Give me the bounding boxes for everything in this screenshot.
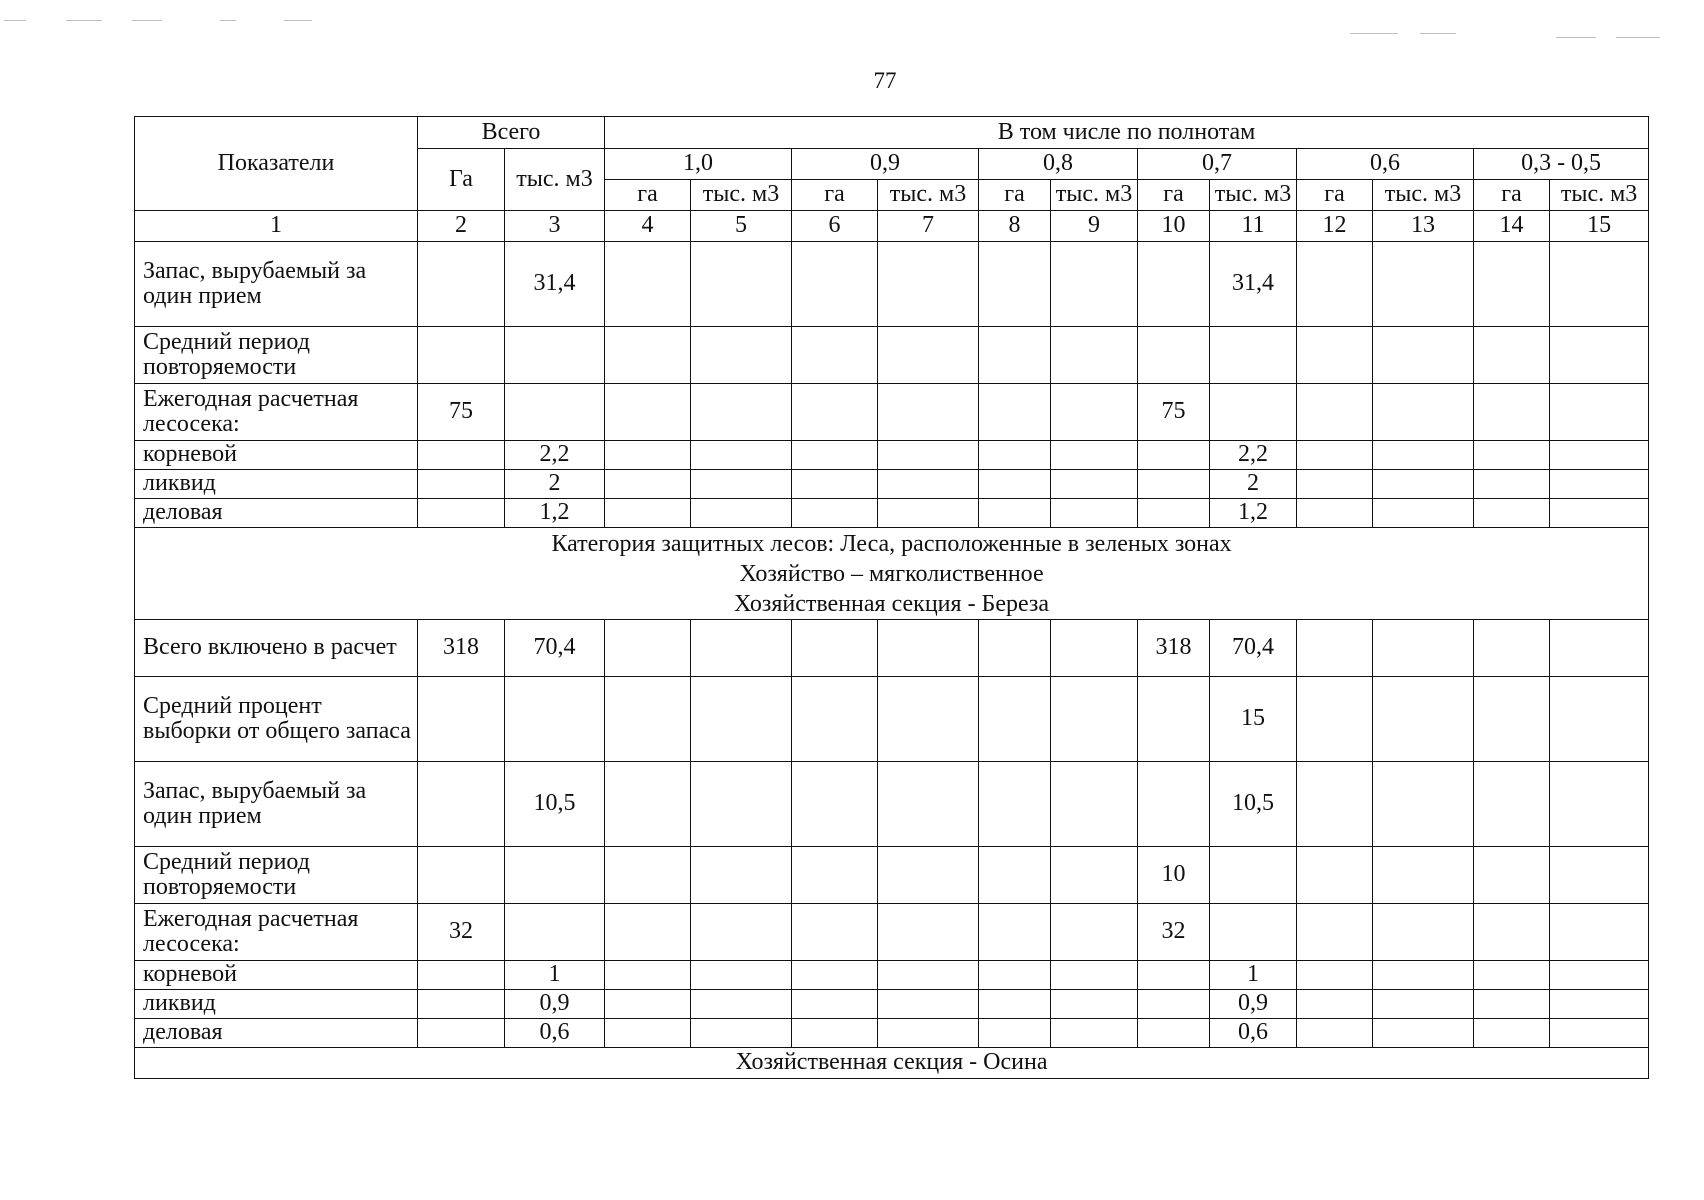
table-cell [1373,441,1474,470]
table-cell [418,499,505,528]
table-cell [1138,990,1210,1019]
table-cell [1051,904,1138,961]
table-cell [1297,441,1373,470]
table-cell [792,904,878,961]
section-heading-cell [135,528,1649,620]
table-cell [1550,677,1649,762]
table-cell [1138,1019,1210,1048]
table-cell [979,384,1051,441]
table-cell [1373,847,1474,904]
table-cell [979,990,1051,1019]
table-cell [1138,327,1210,384]
table-cell [1210,904,1297,961]
table-cell [1550,847,1649,904]
table-cell [505,904,605,961]
section-heading-birch: Хозяйственная секция - Береза [734,590,1050,617]
table-cell [1297,242,1373,327]
table-cell [1051,677,1138,762]
table-cell [1550,242,1649,327]
table-cell [1550,990,1649,1019]
table-cell [878,441,979,470]
table-cell [418,470,505,499]
table-cell [691,762,792,847]
table-row [135,762,1649,847]
forest-data-table [134,116,1649,1079]
unit-volume-header: тыс. м3 [1051,180,1138,211]
category-heading: Категория защитных лесов: Леса, расположенные в зеленых зонах [551,530,1232,557]
table-cell [1373,990,1474,1019]
table-cell [691,441,792,470]
row-label: Ежегодная расчетная лесосека: [135,904,418,961]
table-cell [1373,762,1474,847]
table-cell [1474,677,1550,762]
table-cell: 75 [418,384,505,441]
header-by-density: В том числе по полнотам [605,117,1649,149]
header-indicators: Показатели [135,117,418,211]
table-cell [418,990,505,1019]
unit-volume-header: тыс. м3 [1210,180,1297,211]
table-cell: 1 [1210,961,1297,990]
table-cell [418,677,505,762]
table-cell [1474,961,1550,990]
table-cell [1051,620,1138,677]
header-total-volume: тыс. м3 [505,149,605,211]
table-cell [878,677,979,762]
section-heading [135,528,1649,620]
table-row [135,990,1649,1019]
table-cell [1051,327,1138,384]
table-cell [979,470,1051,499]
table-cell [1297,499,1373,528]
column-number: 1 [135,211,418,242]
unit-ha-header: га [1138,180,1210,211]
table-cell [691,1019,792,1048]
table-cell [505,384,605,441]
table-cell [792,441,878,470]
table-cell: 0,9 [1210,990,1297,1019]
table-cell [1297,327,1373,384]
table-cell [418,961,505,990]
table-cell [605,1019,691,1048]
density-group-header: 1,0 [605,149,792,180]
table-cell [418,762,505,847]
table-cell [979,499,1051,528]
table-cell [605,990,691,1019]
table-cell: 70,4 [505,620,605,677]
table-cell [1138,677,1210,762]
unit-volume-header: тыс. м3 [691,180,792,211]
table-cell [878,762,979,847]
table-cell [418,1019,505,1048]
table-cell [792,384,878,441]
table-cell [605,470,691,499]
table-cell: 15 [1210,677,1297,762]
table-cell [1297,620,1373,677]
table-cell: 2 [1210,470,1297,499]
page-number: 77 [873,68,897,93]
table-cell [1474,762,1550,847]
table-cell [979,242,1051,327]
table-cell [1051,499,1138,528]
table-cell [691,961,792,990]
table-cell [1051,961,1138,990]
table-cell [1210,327,1297,384]
table-row [135,441,1649,470]
row-label: деловая [135,499,418,528]
table-cell [605,242,691,327]
table-cell [878,470,979,499]
unit-ha-header: га [979,180,1051,211]
table-cell [792,242,878,327]
table-header [135,117,1649,242]
table-cell [1550,470,1649,499]
table-cell [1373,904,1474,961]
table-cell [1297,904,1373,961]
table-cell [691,327,792,384]
table-cell [878,620,979,677]
table-cell [1138,499,1210,528]
table-cell [878,499,979,528]
table-cell [979,847,1051,904]
table-cell [1474,384,1550,441]
table-cell [505,327,605,384]
table-cell [1051,847,1138,904]
table-row [135,620,1649,677]
column-number: 4 [605,211,691,242]
column-number: 5 [691,211,792,242]
density-group-header: 0,3 - 0,5 [1474,149,1649,180]
table-cell [1051,441,1138,470]
unit-ha-header: га [792,180,878,211]
row-label: Запас, вырубаемый за один прием [135,762,418,847]
table-cell [1297,762,1373,847]
table-row [135,1019,1649,1048]
header-total-ha: Га [418,149,505,211]
table-body-block-1 [135,242,1649,528]
table-cell [979,904,1051,961]
density-group-header: 0,7 [1138,149,1297,180]
table-cell [979,677,1051,762]
table-cell: 0,6 [505,1019,605,1048]
table-row [135,470,1649,499]
table-cell [1297,990,1373,1019]
table-cell [418,242,505,327]
table-cell [1051,384,1138,441]
table-cell: 2 [505,470,605,499]
table-cell [1051,1019,1138,1048]
density-group-header: 0,6 [1297,149,1474,180]
table-cell [605,499,691,528]
table-cell [792,499,878,528]
table-cell [1373,327,1474,384]
table-cell [418,441,505,470]
table-cell [878,990,979,1019]
row-label: корневой [135,441,418,470]
table-body-block-2 [135,620,1649,1048]
table-cell [1373,384,1474,441]
table-cell [1297,470,1373,499]
unit-volume-header: тыс. м3 [1373,180,1474,211]
table-cell [792,470,878,499]
table-cell [1297,384,1373,441]
table-cell: 32 [418,904,505,961]
table-cell [1297,847,1373,904]
table-cell [605,384,691,441]
column-number: 13 [1373,211,1474,242]
table-cell [878,384,979,441]
table-cell [1474,620,1550,677]
table-cell [1373,620,1474,677]
table-cell [979,441,1051,470]
row-label: Средний период повторяемости [135,327,418,384]
table-cell [1550,762,1649,847]
table-cell [1550,1019,1649,1048]
table-row [135,677,1649,762]
table-cell: 1,2 [1210,499,1297,528]
column-number: 3 [505,211,605,242]
table-cell [605,441,691,470]
table-cell [1051,470,1138,499]
column-number: 10 [1138,211,1210,242]
table-cell [878,327,979,384]
unit-ha-header: га [1297,180,1373,211]
table-cell [1051,762,1138,847]
table-cell: 0,6 [1210,1019,1297,1048]
unit-volume-header: тыс. м3 [878,180,979,211]
row-label: Средний период повторяемости [135,847,418,904]
table-cell [1550,441,1649,470]
table-cell [1373,677,1474,762]
table-cell [979,620,1051,677]
table-cell [1373,1019,1474,1048]
table-cell [1474,441,1550,470]
table-cell [1474,470,1550,499]
table-cell [1138,441,1210,470]
unit-volume-header: тыс. м3 [1550,180,1649,211]
unit-ha-header: га [605,180,691,211]
table-cell [792,620,878,677]
table-cell [1138,242,1210,327]
row-label: Запас, вырубаемый за один прием [135,242,418,327]
column-number: 7 [878,211,979,242]
table-cell [792,677,878,762]
column-number: 6 [792,211,878,242]
table-cell [792,847,878,904]
column-number: 8 [979,211,1051,242]
table-cell [691,677,792,762]
table-cell [1550,961,1649,990]
table-cell [605,961,691,990]
table-cell [878,847,979,904]
row-label: Всего включено в расчет [135,620,418,677]
row-label: корневой [135,961,418,990]
table-cell: 318 [418,620,505,677]
table-cell [691,470,792,499]
table-cell [1373,470,1474,499]
table-cell: 75 [1138,384,1210,441]
header-total: Всего [418,117,605,149]
table-cell [691,242,792,327]
table-cell [1474,904,1550,961]
table-cell [792,327,878,384]
table-cell [792,1019,878,1048]
table-cell [1474,1019,1550,1048]
table-cell: 0,9 [505,990,605,1019]
density-group-header: 0,9 [792,149,979,180]
table-cell [1474,242,1550,327]
table-cell [1297,961,1373,990]
density-group-header: 0,8 [979,149,1138,180]
column-number: 14 [1474,211,1550,242]
table-cell [605,327,691,384]
table-row [135,499,1649,528]
row-label: Ежегодная расчетная лесосека: [135,384,418,441]
table-cell [878,961,979,990]
table-cell [792,990,878,1019]
table-cell [1210,847,1297,904]
table-row [135,327,1649,384]
table-cell [1138,961,1210,990]
table-cell: 31,4 [1210,242,1297,327]
row-label: ликвид [135,990,418,1019]
table-cell [1474,499,1550,528]
table-cell [878,242,979,327]
table-cell [605,677,691,762]
table-cell [418,847,505,904]
column-number: 12 [1297,211,1373,242]
table-cell [1210,384,1297,441]
table-cell [1550,384,1649,441]
column-number: 9 [1051,211,1138,242]
table-cell [505,847,605,904]
table-cell [878,1019,979,1048]
economy-heading: Хозяйство – мягколиственное [739,560,1044,587]
table-row [135,961,1649,990]
table-cell [979,961,1051,990]
table-cell [1550,620,1649,677]
table-cell [1373,961,1474,990]
table-row [135,847,1649,904]
table-cell [1138,762,1210,847]
table-cell: 31,4 [505,242,605,327]
section-heading-aspen: Хозяйственная секция - Осина [135,1048,1649,1079]
table-cell [418,327,505,384]
table-cell [605,904,691,961]
table-cell [691,499,792,528]
table-cell [1550,499,1649,528]
table-cell [1373,499,1474,528]
table-cell [605,847,691,904]
footer-section [135,1048,1649,1079]
table-cell [878,904,979,961]
table-cell [1051,242,1138,327]
table-cell [979,762,1051,847]
table-cell [792,961,878,990]
column-number: 11 [1210,211,1297,242]
table-cell [691,384,792,441]
table-cell [1297,677,1373,762]
table-cell [1550,327,1649,384]
table-cell: 10,5 [1210,762,1297,847]
table-row [135,904,1649,961]
table-row [135,384,1649,441]
table-cell [1138,470,1210,499]
table-cell: 2,2 [1210,441,1297,470]
table-cell [1474,327,1550,384]
table-cell [979,1019,1051,1048]
table-cell [505,677,605,762]
table-cell [605,762,691,847]
table-cell [1474,990,1550,1019]
table-cell: 10,5 [505,762,605,847]
row-label: деловая [135,1019,418,1048]
row-label: ликвид [135,470,418,499]
column-number: 2 [418,211,505,242]
table-cell: 32 [1138,904,1210,961]
table-cell [691,847,792,904]
table-cell: 1 [505,961,605,990]
table-cell [605,620,691,677]
table-cell: 318 [1138,620,1210,677]
row-label: Средний процент выборки от общего запаса [135,677,418,762]
table-cell [792,762,878,847]
table-cell [1373,242,1474,327]
column-number: 15 [1550,211,1649,242]
table-cell [1297,1019,1373,1048]
table-cell [691,990,792,1019]
unit-ha-header: га [1474,180,1550,211]
table-cell [1051,990,1138,1019]
table-cell: 1,2 [505,499,605,528]
table-cell [1474,847,1550,904]
table-cell: 70,4 [1210,620,1297,677]
table-row [135,242,1649,327]
table-cell: 10 [1138,847,1210,904]
table-cell [691,904,792,961]
table-cell [979,327,1051,384]
table-cell [1550,904,1649,961]
table-cell: 2,2 [505,441,605,470]
table-cell [691,620,792,677]
